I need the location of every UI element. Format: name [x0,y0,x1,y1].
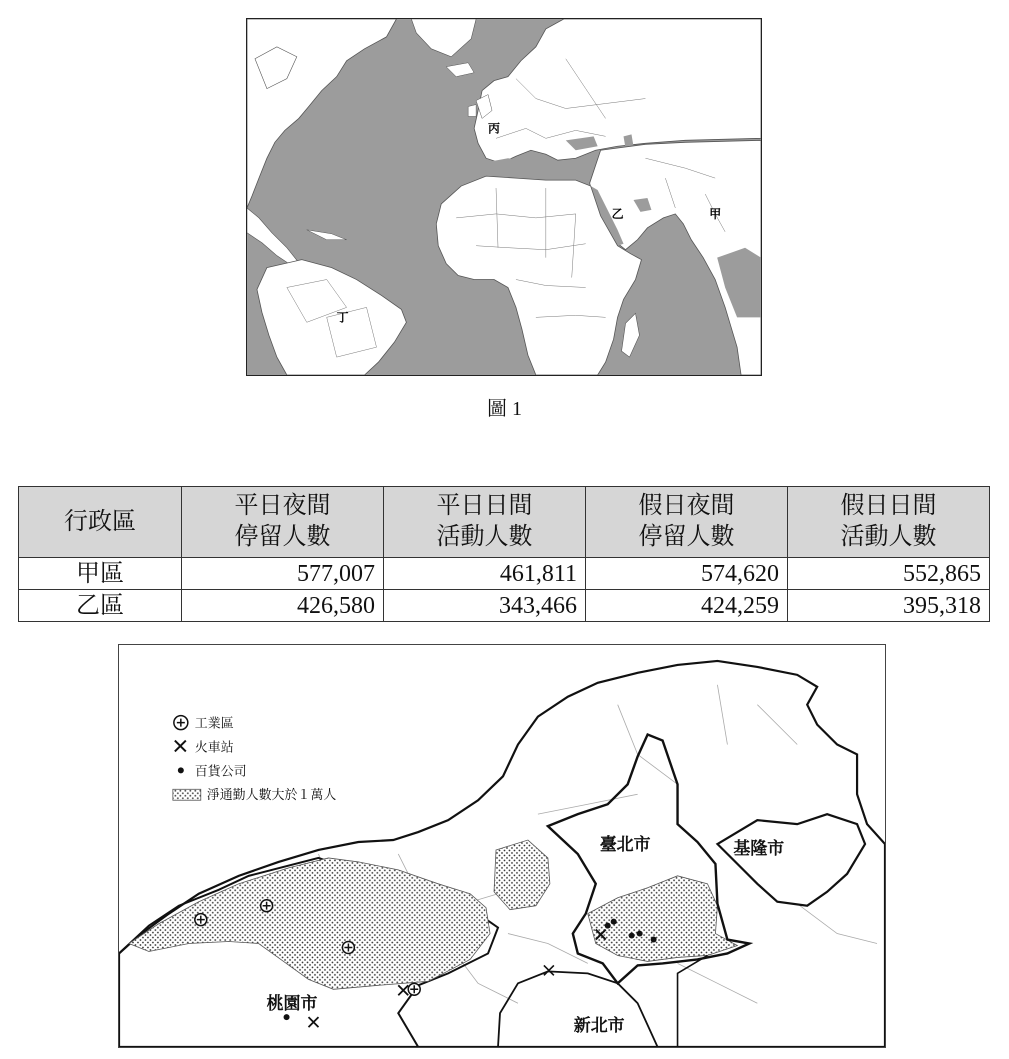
table-cell: 426,580 [182,590,384,622]
header-col2-line2: 活動人數 [436,524,533,550]
table-row [19,590,990,622]
table-cell-area: 甲區 [19,558,182,590]
label-yi: 乙 [611,206,624,221]
table-cell: 552,865 [788,558,990,590]
department-store-icon [651,937,657,943]
header-col3 [586,487,788,558]
industrial-zone-icon [261,900,273,912]
north-america-landmass [247,19,396,208]
table-cell: 577,007 [182,558,384,590]
label-bing: 丙 [488,121,501,136]
department-store-icon [178,767,184,773]
legend-industrial: 工業區 [194,716,234,732]
department-store-icon [284,1014,290,1020]
legend-station: 火車站 [194,740,234,756]
table-cell: 343,466 [384,590,586,622]
city-label-taoyuan: 桃園市 [266,993,318,1014]
department-store-icon [629,933,635,939]
population-table [18,486,990,622]
map-legend [173,716,337,804]
department-store-icon [637,931,643,937]
figure1-caption: 圖 1 [487,398,522,420]
commuter-swatch [173,789,201,800]
industrial-zone-icon [195,914,207,926]
header-col4 [788,487,990,558]
world-map [246,18,762,376]
table-row [19,558,990,590]
header-area: 行政區 [19,487,182,558]
department-store-icon [605,923,611,929]
legend-department-store: 百貨公司 [194,764,247,780]
taipei-area-map [118,644,886,1048]
header-col1 [182,487,384,558]
table-cell-area: 乙區 [19,590,182,622]
header-col2 [384,487,586,558]
south-america-landmass [257,260,406,375]
label-ding: 丁 [336,310,349,325]
label-jia: 甲 [709,206,722,221]
legend-commuter: 淨通勤人數大於１萬人 [206,788,337,804]
header-col4-line1: 假日日間 [840,493,937,519]
header-col3-line1: 假日夜間 [638,493,735,519]
city-label-new-taipei: 新北市 [573,1015,625,1036]
industrial-zone-icon [342,942,354,954]
train-station-icon [175,741,186,752]
table-cell: 574,620 [586,558,788,590]
header-col3-line2: 停留人數 [638,524,735,550]
industrial-zone-icon [408,983,420,995]
header-col1-line1: 平日夜間 [234,493,331,519]
city-label-keelung: 基隆市 [733,837,785,858]
table-cell: 395,318 [788,590,990,622]
table-cell: 424,259 [586,590,788,622]
header-col2-line1: 平日日間 [436,493,533,519]
department-store-icon [611,919,617,925]
table-cell: 461,811 [384,558,586,590]
city-label-taipei: 臺北市 [599,833,651,854]
table-header-row [19,487,990,558]
header-col1-line2: 停留人數 [234,524,331,550]
header-col4-line2: 活動人數 [840,524,937,550]
